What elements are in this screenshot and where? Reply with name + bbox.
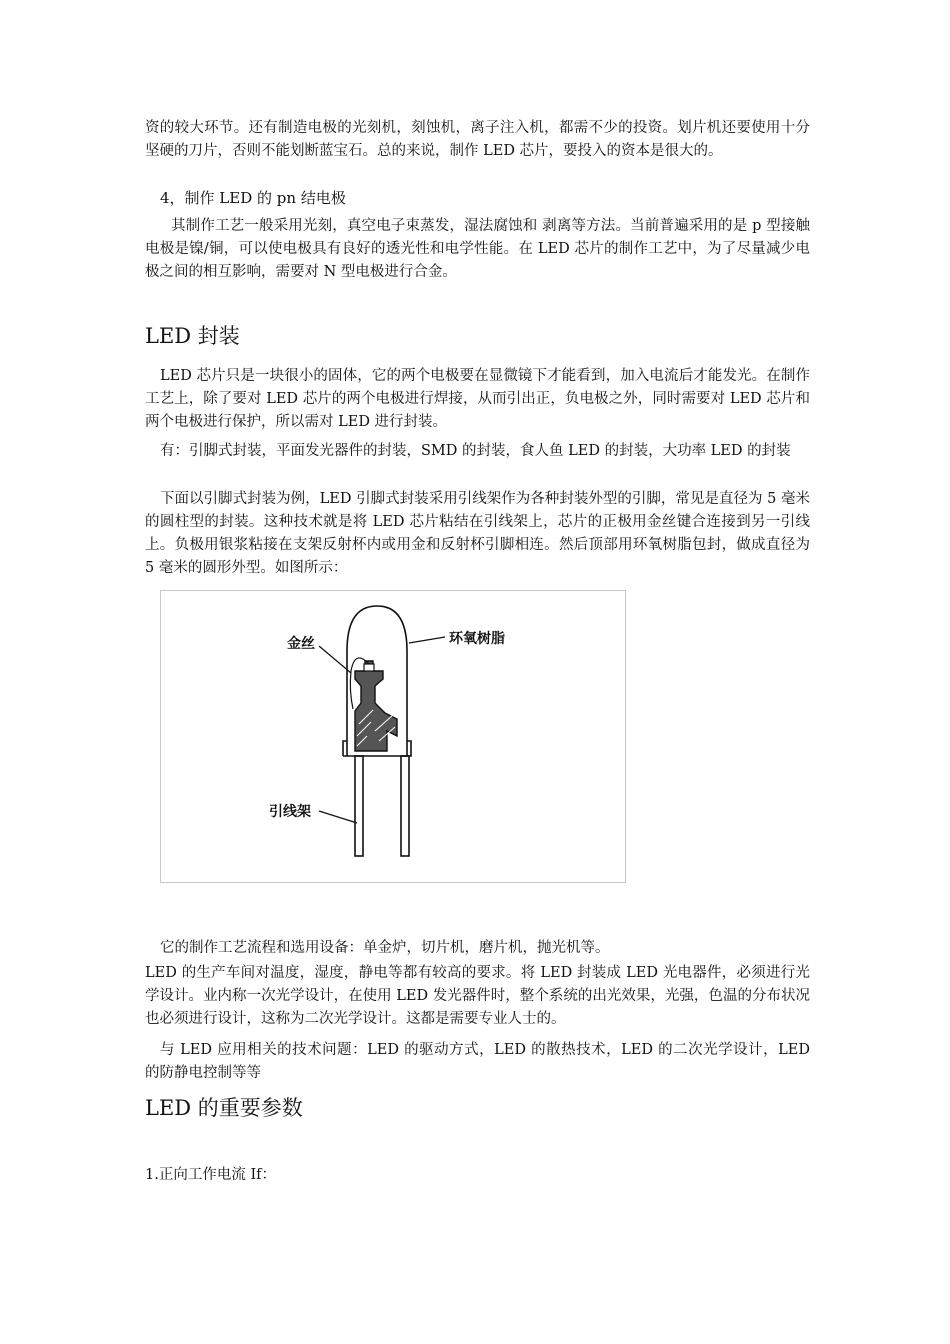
paragraph-packaging-types: 有：引脚式封装，平面发光器件的封装，SMD 的封装，食人鱼 LED 的封装，大功率 LED 的封装 xyxy=(160,443,791,459)
paragraph-equipment: 它的制作工艺流程和选用设备：单金炉，切片机，磨片机，抛光机等。 xyxy=(160,940,610,956)
list-item-forward-current: 1.正向工作电流 If： xyxy=(145,1167,277,1183)
heading-led-packaging: LED 封装 xyxy=(145,324,240,348)
paragraph-optical-design: LED 的生产车间对温度，湿度，静电等都有较高的要求。将 LED 封装成 LED 光电器件，必须进行光学设计。业内称一次光学设计，在使用 LED 发光器件时，整个系统的出光效果，光强，色温的分布状况也必须进行设计，这称为二次光学设计。这都是需要专业人士的。 xyxy=(145,965,810,1027)
paragraph-lead-packaging: 下面以引脚式封装为例，LED 引脚式封装采用引线架作为各种封装外型的引脚，常见是直径为 5 毫米的圆柱型的封装。这种技术就是将 LED 芯片粘结在引线架上，芯片的正极用金丝键合连接到另一引线上。负极用银浆粘接在支架反射杯内或用金和反射杯引脚相连。然后顶部用环氧树脂包封，做成直径为 5 毫米的圆形外型。如图所示： xyxy=(145,491,810,576)
lead-left xyxy=(355,756,363,856)
led-structure-diagram xyxy=(161,591,627,884)
epoxy-pointer xyxy=(409,637,445,643)
lead-frame-pointer xyxy=(319,811,357,823)
paragraph-packaging-intro: LED 芯片只是一块很小的固体，它的两个电极要在显微镜下才能看到，加入电流后才能发光。在制作工艺上，除了要对 LED 芯片的两个电极进行焊接，从而引出正，负电极之外，同时需要对 LED 芯片和两个电极进行保护，所以需对 LED 进行封装。 xyxy=(145,368,810,430)
subheading-pn-electrode: 4，制作 LED 的 pn 结电极 xyxy=(160,189,346,207)
lead-frame-cup xyxy=(355,661,397,751)
led-structure-figure xyxy=(160,590,626,883)
lead-right xyxy=(401,756,409,856)
led-chip xyxy=(364,664,374,671)
label-gold-wire: 金丝 xyxy=(287,636,315,652)
paragraph-application-issues: 与 LED 应用相关的技术问题：LED 的驱动方式，LED 的散热技术，LED 的二次光学设计，LED 的防静电控制等等 xyxy=(145,1042,810,1081)
heading-led-parameters: LED 的重要参数 xyxy=(145,1096,303,1120)
paragraph-electrode-process: 其制作工艺一般采用光刻，真空电子束蒸发，湿法腐蚀和 剥离等方法。当前普遍采用的是 p 型接触电极是镍/铜，可以使电极具有良好的透光性和电学性能。在 LED 芯片的制作工艺中，为了尽量减少电极之间的相互影响，需要对 N 型电极进行合金。 xyxy=(145,218,810,280)
label-lead-frame: 引线架 xyxy=(269,804,311,820)
paragraph-chip-investment: 资的较大环节。还有制造电极的光刻机，刻蚀机，离子注入机，都需不少的投资。划片机还要使用十分坚硬的刀片，否则不能划断蓝宝石。总的来说，制作 LED 芯片，要投入的资本是很大的。 xyxy=(145,120,810,159)
label-epoxy: 环氧树脂 xyxy=(449,631,505,647)
